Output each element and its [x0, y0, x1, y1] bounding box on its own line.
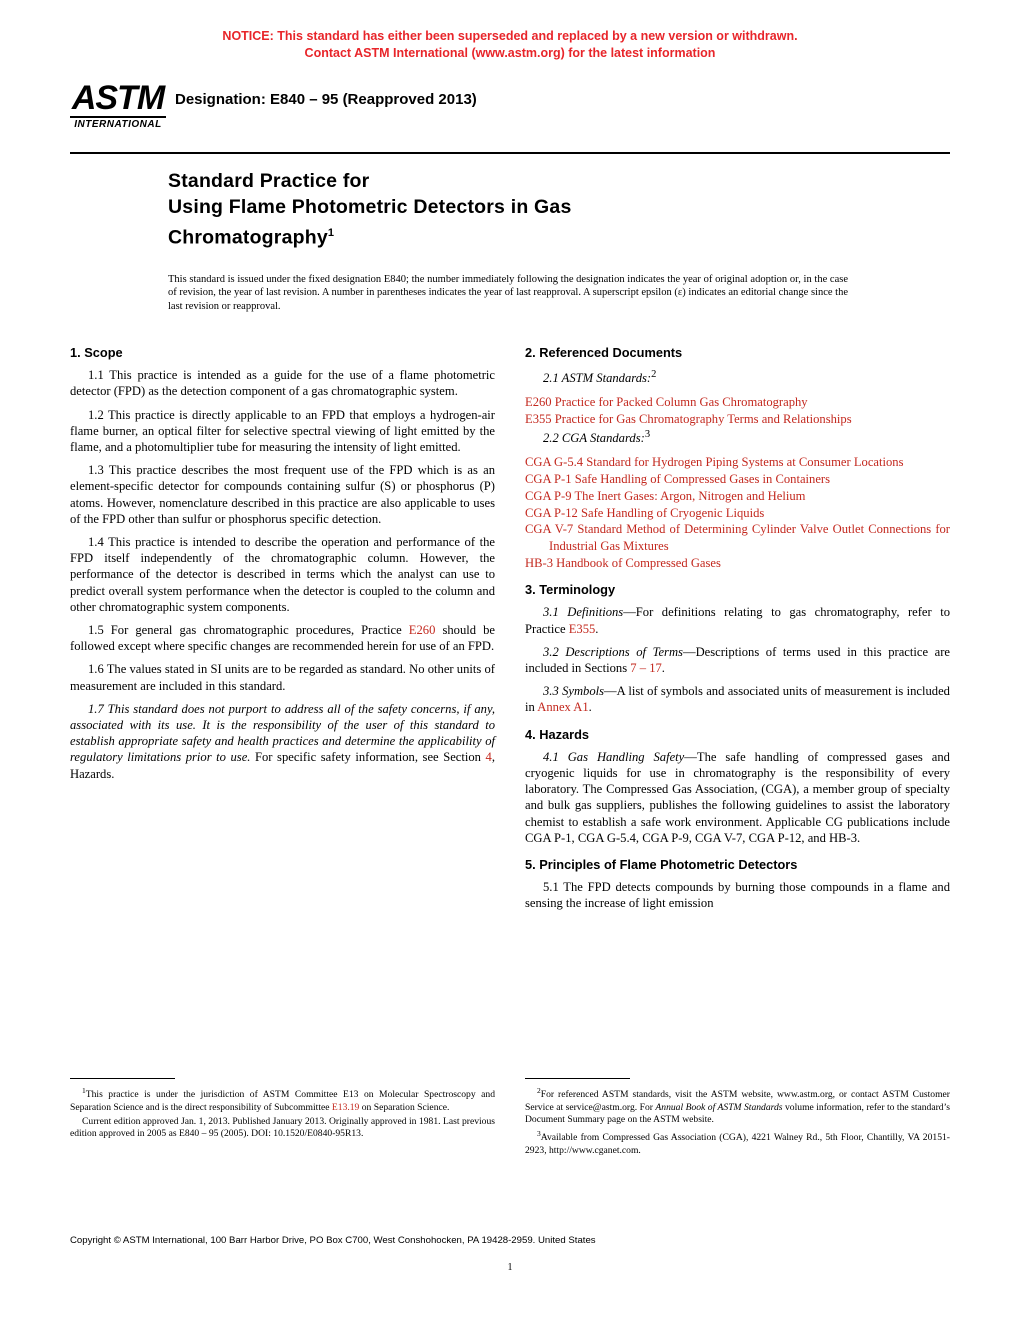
reference-title: Standard for Hydrogen Piping Systems at Consumer Locations — [586, 454, 904, 469]
right-column — [525, 345, 950, 919]
paragraph-3-1-term: 3.1 Definitions — [543, 605, 624, 620]
reference-id: E260 — [525, 394, 552, 409]
section-heading-terminology: 3. Terminology — [525, 582, 616, 598]
designation-line: Designation: E840 – 95 (Reapproved 2013) — [175, 91, 477, 108]
footnote-2-italic: Annual Book of ASTM Standards — [655, 1101, 783, 1113]
reference-id: CGA V-7 — [525, 522, 574, 537]
paragraph-3-3-text: —A list of symbols and associated units of measurement is included in — [525, 684, 950, 715]
title-line-1: Standard Practice for — [168, 170, 370, 192]
paragraph-3-2-end: . — [661, 660, 665, 675]
footnote-2 — [525, 1085, 950, 1126]
paragraph-1-7-italic: 1.7 This standard does not purport to address all of the safety concerns, if any, associated with its use. It is the responsibility of the user of this standard to establish appropriate safety and health practices and determine the applicability of regulatory limitations prior to use. — [70, 701, 495, 765]
footnote-1-text-end: on Separation Science. — [359, 1101, 450, 1113]
paragraph-5-1: 5.1 The FPD detects compounds by burning those compounds in a flame and sensing the increase of light emission — [525, 880, 950, 911]
paragraph-4-1-text: —The safe handling of compressed gases and cryogenic liquids for use in chromatography is the responsibility of every laboratory. The Compressed Gas Association, (CGA), a member group of specialty and bulk gas suppliers, publishes the following guidelines to assist the laboratory chemist to establish a safe work environment. Applicable CG publications include CGA P-1, CGA G-5.4, CGA P-9, CGA V-7, CGA P-12, and HB-3. — [525, 749, 950, 845]
paragraph-1-4: 1.4 This practice is intended to describe the operation and performance of the FPD itself independently of the chromatographic column. However, the performance of the detector is described in terms which the analyst can use to predict overall system performance when the detector is coupled to the column and other chromatographic system components. — [70, 535, 495, 614]
paragraph-3-3 — [525, 683, 950, 715]
section-heading-referenced-documents: 2. Referenced Documents — [525, 345, 683, 360]
astm-standards-label-text: 2.1 ASTM Standards: — [543, 371, 652, 386]
paragraph-1-5-pre: 1.5 For general gas chromatographic procedures, Practice — [88, 623, 409, 638]
footnote-1-text: This practice is under the jurisdiction of ASTM Committee E13 on Molecular Spectroscopy and Separation Science and is the direct responsibility of Subcommittee — [70, 1089, 495, 1113]
paragraph-3-2-term: 3.2 Descriptions of Terms — [543, 644, 683, 659]
reference-title: Practice for Gas Chromatography Terms and Relationships — [554, 411, 852, 426]
paragraph-3-1 — [525, 604, 950, 636]
footnote-3 — [525, 1128, 950, 1157]
notice-line-2: Contact ASTM International (www.astm.org) for the latest information — [304, 46, 716, 60]
link-sections-7-17[interactable]: 7 – 17 — [630, 660, 662, 675]
footnote-rule — [70, 1078, 175, 1079]
reference-title: Standard Method of Determining Cylinder Valve Outlet Connections for Industrial Gas Mixtures — [549, 522, 950, 553]
reference-title: The Inert Gases: Argon, Nitrogen and Helium — [574, 488, 806, 503]
section-heading-scope: 1. Scope — [70, 345, 123, 360]
page-number: 1 — [507, 1262, 513, 1273]
reference-id: CGA P-1 — [525, 471, 572, 486]
header-rule — [70, 152, 950, 154]
copyright-line: Copyright © ASTM International, 100 Barr Harbor Drive, PO Box C700, West Conshohocken, PA 19428-2959. United States — [70, 1235, 596, 1246]
link-e355[interactable]: E355 — [568, 621, 596, 636]
cga-standards-label — [525, 427, 950, 446]
paragraph-1-1: 1.1 This practice is intended as a guide for the use of a flame photometric detector (FPD) as the detection component of a gas chromatographic system. — [70, 368, 495, 399]
reference-title: Safe Handling of Cryogenic Liquids — [581, 505, 765, 520]
page-title — [168, 168, 868, 251]
paragraph-3-1-text: —For definitions relating to gas chromatography, refer to Practice — [525, 605, 950, 636]
notice-line-1: NOTICE: This standard has either been superseded and replaced by a new version or withdrawn. — [222, 29, 798, 43]
paragraph-1-7-post: , Hazards. — [70, 750, 495, 781]
paragraph-1-5 — [70, 622, 495, 654]
standard-issue-note: This standard is issued under the fixed designation E840; the number immediately following the designation indicates the year of original adoption or, in the case of revision, the year of last revision. A number in parentheses indicates the year of last reapproval. A superscript epsilon (ε) indicates an editorial change since the last revision or reapproval. — [168, 273, 848, 312]
reference-item[interactable] — [525, 505, 950, 521]
reference-title: Safe Handling of Compressed Gases in Containers — [574, 471, 831, 486]
footnote-2-text: For referenced ASTM standards, visit the ASTM website, www.astm.org, or contact ASTM Customer Service at service@astm.org. For — [525, 1089, 950, 1113]
document-header — [70, 78, 950, 158]
paragraph-4-1 — [525, 749, 950, 846]
reference-id: CGA P-12 — [525, 505, 578, 520]
link-e260[interactable]: E260 — [408, 623, 436, 638]
paragraph-1-5-post: should be followed except where specific changes are recommended herein for use of an FPD. — [70, 623, 495, 654]
footnote-2-text-end: volume information, refer to the standard’s Document Summary page on the ASTM website. — [525, 1101, 950, 1125]
link-annex-a1[interactable]: Annex A1 — [537, 700, 589, 715]
supersede-notice — [0, 28, 1020, 62]
title-block — [168, 168, 868, 313]
footnote-edition: Current edition approved Jan. 1, 2013. Published January 2013. Originally approved in 1981. Last previous edition approved in 2005 as E840 – 95 (2005). DOI: 10.1520/E0840-95R13. — [70, 1116, 495, 1140]
footnote-1 — [70, 1085, 495, 1114]
reference-item[interactable] — [525, 471, 950, 487]
body-columns — [70, 345, 950, 919]
cga-standards-label-text: 2.2 CGA Standards: — [543, 431, 645, 446]
reference-id: CGA G-5.4 — [525, 454, 584, 469]
link-e13-19[interactable]: E13.19 — [331, 1101, 360, 1113]
title-line-2: Using Flame Photometric Detectors in Gas — [168, 196, 572, 218]
reference-id: CGA P-9 — [525, 488, 572, 503]
paragraph-3-2-text: —Descriptions of terms used in this practice are included in Sections — [525, 644, 951, 675]
astm-logo-mark: ASTM — [71, 79, 165, 117]
reference-item[interactable] — [525, 411, 950, 427]
reference-title: Practice for Packed Column Gas Chromatography — [554, 394, 808, 409]
left-column — [70, 345, 495, 789]
title-footnote-marker: 1 — [327, 227, 335, 239]
astm-standards-label — [525, 367, 950, 386]
reference-item[interactable] — [525, 488, 950, 504]
title-line-3: Chromatography — [168, 226, 328, 249]
footnote-3-marker: 3 — [537, 1129, 541, 1139]
reference-item[interactable] — [525, 394, 950, 410]
reference-item[interactable] — [525, 521, 950, 554]
paragraph-1-2: 1.2 This practice is directly applicable to an FPD that employs a hydrogen-air flame burner, an optical filter for selective spectral viewing of light emitted by the flame, and a photomultiplier tube for measuring the intensity of light emitted. — [70, 407, 495, 455]
astm-logo-subtitle: INTERNATIONAL — [70, 116, 166, 131]
paragraph-3-3-end: . — [588, 700, 592, 715]
paragraph-1-6: 1.6 The values stated in SI units are to be regarded as standard. No other units of measurement are included in this standard. — [70, 662, 495, 693]
paragraph-3-1-end: . — [595, 621, 599, 636]
footnotes-left — [70, 1078, 495, 1143]
paragraph-1-3: 1.3 This practice describes the most frequent use of the FPD which is as an element-specific detector for compounds containing sulfur (S) or phosphorus (P) atoms. However, nomenclature described in this practice are also applicable to uses of the FPD other than sulfur or phosphorus specific detection. — [70, 463, 495, 526]
footnotes — [70, 1078, 950, 1159]
footnote-3-text: Available from Compressed Gas Association (CGA), 4221 Walney Rd., 5th Floor, Chantilly, VA 20151-2923, http://www.cganet.com. — [525, 1132, 950, 1156]
footnote-2-marker: 2 — [537, 1086, 541, 1095]
astm-logo — [70, 78, 166, 146]
section-heading-hazards: 4. Hazards — [525, 726, 590, 742]
astm-standards-footnote-marker: 2 — [651, 369, 657, 381]
reference-id: HB-3 — [525, 555, 553, 570]
reference-title: Handbook of Compressed Gases — [556, 555, 721, 570]
reference-item[interactable] — [525, 454, 950, 470]
footnote-1-marker: 1 — [82, 1086, 86, 1095]
reference-item[interactable] — [525, 555, 950, 571]
link-section-4[interactable]: 4 — [485, 750, 492, 765]
footnote-rule — [525, 1078, 630, 1079]
paragraph-3-3-term: 3.3 Symbols — [543, 684, 605, 699]
paragraph-4-1-term: 4.1 Gas Handling Safety — [543, 749, 685, 764]
footnotes-right — [525, 1078, 950, 1159]
reference-id: E355 — [525, 411, 552, 426]
paragraph-1-7 — [70, 701, 495, 782]
paragraph-3-2 — [525, 644, 950, 676]
section-heading-principles: 5. Principles of Flame Photometric Detectors — [525, 856, 798, 872]
cga-standards-footnote-marker: 3 — [644, 429, 651, 441]
paragraph-1-7-mid: For specific safety information, see Section — [250, 750, 486, 765]
